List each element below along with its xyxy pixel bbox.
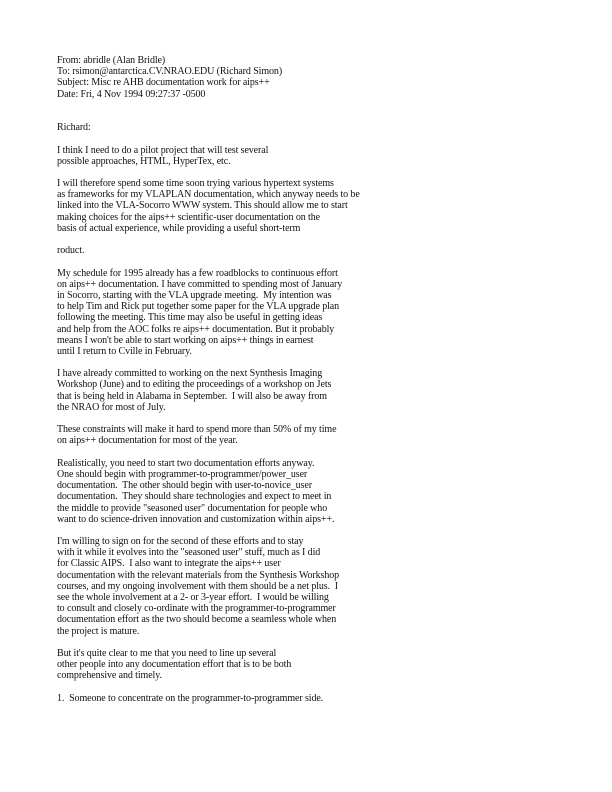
- paragraph-line: as frameworks for my VLAPLAN documentation, which anyway needs to be: [57, 189, 360, 201]
- paragraph-line: making choices for the aips++ scientific-user documentation on the: [57, 211, 320, 223]
- paragraph-line: want to do science-driven innovation and customization within aips++.: [57, 513, 335, 525]
- paragraph-line: documentation with the relevant materials from the Synthesis Workshop: [57, 569, 340, 581]
- body-paragraph: [57, 178, 557, 234]
- paragraph-line: means I won't be able to start working on aips++ things in earnest: [57, 334, 314, 346]
- paragraph-line: documentation. They should share technologies and expect to meet in: [57, 491, 332, 503]
- email-body: [57, 145, 557, 704]
- paragraph-line: the NRAO for most of July.: [57, 401, 166, 413]
- paragraph-line: to help Tim and Rick put together some paper for the VLA upgrade plan: [57, 301, 340, 313]
- paragraph-line: I will therefore spend some time soon trying various hypertext systems: [57, 178, 334, 190]
- header-to: To: rsimon@antarctica.CV.NRAO.EDU (Richard Simon): [57, 66, 283, 78]
- body-paragraph: [57, 424, 557, 446]
- body-paragraph: [57, 536, 557, 637]
- paragraph-line: I think I need to do a pilot project that will test several: [57, 144, 269, 156]
- paragraph-line: 1. Someone to concentrate on the programmer-to-programmer side.: [57, 692, 324, 704]
- body-paragraph: [57, 145, 557, 167]
- paragraph-line: linked into the VLA-Socorro WWW system. This should allow me to start: [57, 200, 348, 212]
- paragraph-line: until I return to Cville in February.: [57, 345, 192, 357]
- paragraph-line: and help from the AOC folks re aips++ documentation. But it probably: [57, 323, 335, 335]
- paragraph-line: These constraints will make it hard to spend more than 50% of my time: [57, 424, 337, 436]
- paragraph-line: I'm willing to sign on for the second of these efforts and to stay: [57, 536, 304, 548]
- paragraph-line: One should begin with programmer-to-programmer/power_user: [57, 468, 308, 480]
- paragraph-line: But it's quite clear to me that you need to line up several: [57, 647, 277, 659]
- paragraph-line: basis of actual experience, while providing a useful short-term: [57, 222, 301, 234]
- paragraph-line: to consult and closely co-ordinate with the programmer-to-programmer: [57, 603, 336, 615]
- paragraph-line: the project is mature.: [57, 625, 140, 637]
- email-header: [57, 55, 557, 100]
- paragraph-line: documentation effort as the two should become a seamless whole when: [57, 614, 337, 626]
- header-subject: Subject: Misc re AHB documentation work for aips++: [57, 77, 270, 89]
- salutation: Richard:: [57, 122, 91, 134]
- paragraph-line: on aips++ documentation for most of the year.: [57, 435, 238, 447]
- paragraph-line: My schedule for 1995 already has a few roadblocks to continuous effort: [57, 267, 338, 279]
- body-paragraph: [57, 268, 557, 358]
- paragraph-line: I have already committed to working on the next Synthesis Imaging: [57, 368, 323, 380]
- paragraph-line: courses, and my ongoing involvement with them should be a net plus. I: [57, 580, 339, 592]
- paragraph-line: roduct.: [57, 245, 85, 257]
- body-paragraph: [57, 693, 557, 704]
- paragraph-line: that is being held in Alabama in September. I will also be away from: [57, 390, 327, 402]
- paragraph-line: possible approaches, HTML, HyperTex, etc.: [57, 155, 231, 167]
- paragraph-line: Workshop (June) and to editing the proceedings of a workshop on Jets: [57, 379, 332, 391]
- paragraph-line: documentation. The other should begin with user-to-novice_user: [57, 480, 312, 492]
- paragraph-line: with it while it evolves into the "seasoned user" stuff, much as I did: [57, 547, 321, 559]
- paragraph-line: on aips++ documentation. I have committed to spending most of January: [57, 278, 343, 290]
- paragraph-line: Realistically, you need to start two documentation efforts anyway.: [57, 457, 315, 469]
- paragraph-line: the middle to provide "seasoned user" documentation for people who: [57, 502, 328, 514]
- paragraph-line: following the meeting. This time may also be useful in getting ideas: [57, 312, 323, 324]
- header-date: Date: Fri, 4 Nov 1994 09:27:37 -0500: [57, 88, 206, 100]
- paragraph-line: see the whole involvement at a 2- or 3-year effort. I would be willing: [57, 592, 329, 604]
- body-paragraph: [57, 245, 557, 256]
- paragraph-line: for Classic AIPS. I also want to integrate the aips++ user: [57, 558, 281, 570]
- header-from: From: abridle (Alan Bridle): [57, 55, 166, 66]
- paragraph-line: other people into any documentation effort that is to be both: [57, 659, 292, 671]
- body-paragraph: [57, 368, 557, 413]
- body-paragraph: [57, 648, 557, 682]
- body-paragraph: [57, 458, 557, 525]
- paragraph-line: comprehensive and timely.: [57, 670, 162, 682]
- email-document: [57, 55, 557, 715]
- paragraph-line: in Socorro, starting with the VLA upgrade meeting. My intention was: [57, 289, 332, 301]
